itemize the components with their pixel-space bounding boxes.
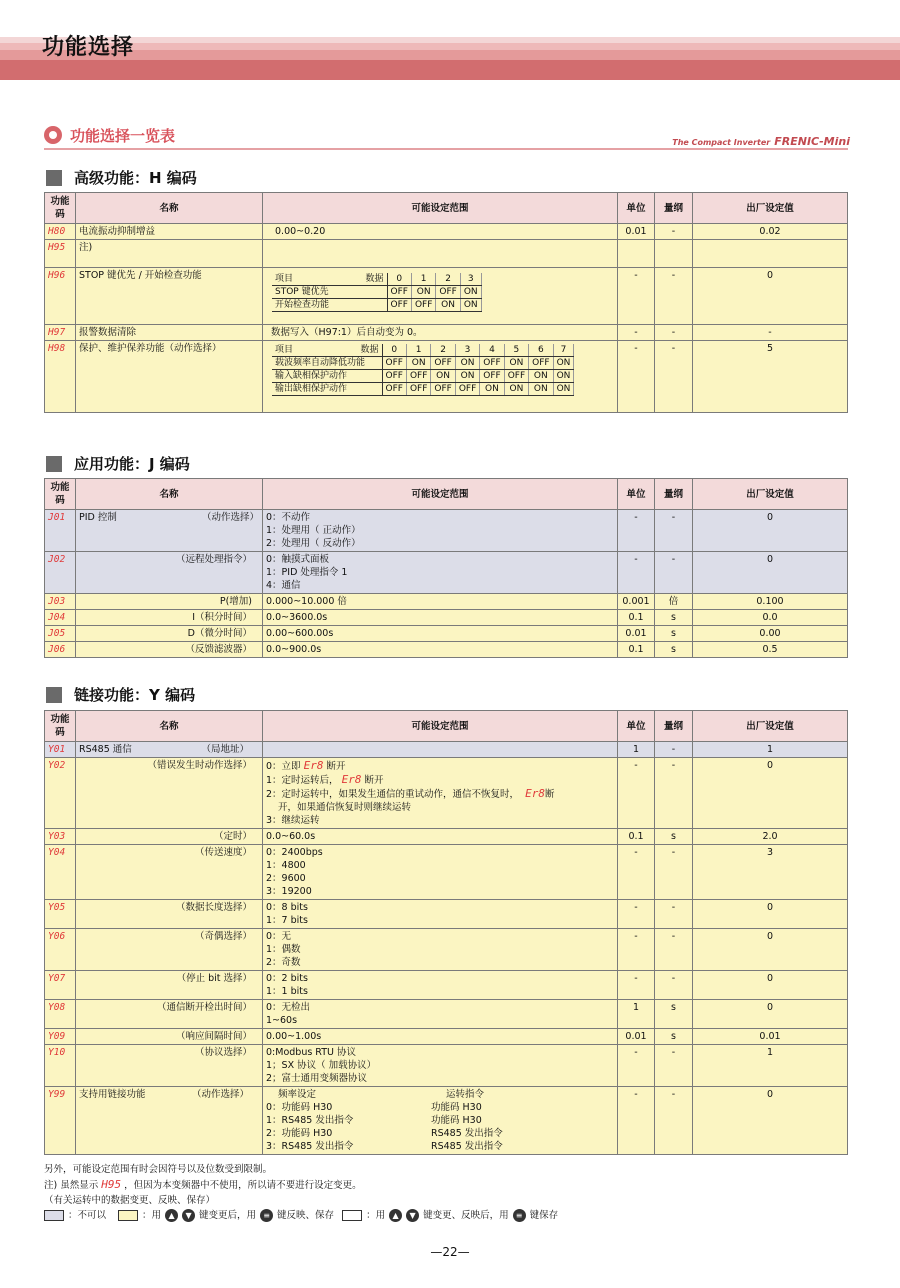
table-j: 功能码 名称 可能设定范围 单位 量纲 出厂设定值 J01 PID 控制 （动作选择） 0：不动作 1：处理用（ 正动作） 2：处理用（ 反动作） - - 0 J02 （远程处理指令） 0：触摸式面板 1：PID 处理指令 1 4：通信 - - 0 J03 P(增加) 0.000~10.000 倍 0.001 倍 0.100 J04 I（积分时间） 0.0~3600.0s 0.1 s 0.0 J05 D（微分时间） 0.00~600.00s 0.01 s 0.00 J06 （反馈滤波器） 0.0~900.0s 0.1 s 0.5 — [44, 478, 848, 658]
col-range: 可能设定范围 — [263, 193, 618, 224]
table-row: Y10 （协议选择） 0:Modbus RTU 协议 1；SX 协议（ 加载协议） 2；富士通用变频器协议 - - 1 — [45, 1045, 848, 1087]
table-row: Y04 （传送速度） 0：2400bps 1：4800 2：9600 3：19200 - - 3 — [45, 845, 848, 900]
table-row: Y08 （通信断开检出时间） 0：无检出 1~60s 1 s 0 — [45, 1000, 848, 1029]
square-icon — [46, 456, 62, 472]
er8-code: Er8 — [303, 759, 324, 772]
table-row: Y01 RS485 通信 （局地址） 1 - 1 — [45, 742, 848, 758]
table-row: Y03 （定时） 0.0~60.0s 0.1 s 2.0 — [45, 829, 848, 845]
func-data-key-icon: ≡ — [260, 1209, 273, 1222]
square-icon — [46, 170, 62, 186]
table-row: Y06 （奇偶选择） 0：无 1：偶数 2：奇数 - - 0 — [45, 929, 848, 971]
table-row: H98 保护、维护保养功能（动作选择） 项目 数据 0 1 2 3 4 5 6 7 载波频率自动降低功能 OFF ON OFF ON OFF ON OFF ON 输入缺相保护动作 OFF OFF ON ON OFF OFF ON ON 输出缺相保护动作 OFF OFF OFF OFF ON ON ON ON - - 5 — [45, 341, 848, 413]
table-h — [44, 192, 848, 413]
table-row: H97 报警数据清除 数据写入（H97:1）后自动变为 0。 - - - — [45, 325, 848, 341]
divider — [44, 148, 848, 150]
table-row: Y99 支持用链接功能 （动作选择） 频率设定 运转指令 0：功能码 H30 功能码 H30 1：RS485 发出指令 功能码 H30 2：功能码 H30 RS485 发出指令 3：RS485 发出指令 RS485 发出指令 - - 0 — [45, 1087, 848, 1155]
brand-logo: The Compact Inverter FRENIC-Mini — [672, 135, 850, 148]
table-row: H80 电流振动抑制增益 0.00~0.20 0.01 - 0.02 — [45, 224, 848, 240]
table-row: H95 注) — [45, 240, 848, 268]
col-default: 出厂设定值 — [693, 193, 848, 224]
subtitle-text: 功能选择一览表 — [70, 126, 176, 145]
table-row: J01 PID 控制 （动作选择） 0：不动作 1：处理用（ 正动作） 2：处理用（ 反动作） - - 0 — [45, 510, 848, 552]
table-row: Y07 （停止 bit 选择） 0：2 bits 1：1 bits - - 0 — [45, 971, 848, 1000]
table-row: J03 P(增加) 0.000~10.000 倍 0.001 倍 0.100 — [45, 594, 848, 610]
table-row: H96 STOP 键优先 / 开始检查功能 项目 数据 0 1 2 3 STOP 键优先 OFF ON OFF ON 开始检查功能 OFF OFF ON ON - - 0 — [45, 268, 848, 325]
legend-white-box — [342, 1210, 362, 1221]
footnotes: 另外，可能设定范围有时会因符号以及位数受到限制。 注) 虽然显示 H95 ，但因为本变频器中不使用，所以请不要进行设定变更。 （有关运转中的数据变更、反映、保存） ：不可以 ：用 ▲ ▼ 键变更后，用 ≡ 键反映、保存 ：用 ▲ ▼ 键变更、反映后，用 ≡ 键保存 — [44, 1164, 559, 1221]
table-row: Y05 （数据长度选择） 0：8 bits 1：7 bits - - 0 — [45, 900, 848, 929]
square-icon — [46, 687, 62, 703]
legend-gray-box — [44, 1210, 64, 1221]
table-row: J06 （反馈滤波器） 0.0~900.0s 0.1 s 0.5 — [45, 642, 848, 658]
page-title: 功能选择 — [42, 35, 135, 60]
up-key-icon: ▲ — [389, 1209, 402, 1222]
section-h-heading — [46, 167, 197, 188]
bullet-icon — [44, 126, 62, 144]
legend-yellow-box — [118, 1210, 138, 1221]
table-row: J02 （远程处理指令） 0：触摸式面板 1：PID 处理指令 1 4：通信 - - 0 — [45, 552, 848, 594]
table-row: J04 I（积分时间） 0.0~3600.0s 0.1 s 0.0 — [45, 610, 848, 626]
section-y-title: 链接功能：Y 编码 — [74, 686, 196, 704]
down-key-icon: ▼ — [406, 1209, 419, 1222]
col-unit: 单位 — [618, 193, 655, 224]
h96-subtable: 项目 数据 0 1 2 3 STOP 键优先 OFF ON OFF ON 开始检查功能 OFF OFF ON ON — [272, 273, 482, 312]
section-h-title: 高级功能：H 编码 — [74, 169, 197, 187]
col-name: 名称 — [76, 193, 263, 224]
page-number: —22— — [430, 1245, 470, 1259]
col-code: 功能码 — [45, 193, 76, 224]
col-dim: 量纲 — [655, 193, 693, 224]
table-row: Y09 （响应间隔时间） 0.00~1.00s 0.01 s 0.01 — [45, 1029, 848, 1045]
h98-subtable: 项目 数据 0 1 2 3 4 5 6 7 载波频率自动降低功能 OFF ON OFF ON OFF ON OFF ON 输入缺相保护动作 OFF OFF ON ON OFF OFF ON ON 输出缺相保护动作 OFF OFF OFF OFF ON ON ON ON — [272, 344, 574, 396]
section-j-title: 应用功能：J 编码 — [74, 455, 190, 473]
func-data-key-icon: ≡ — [513, 1209, 526, 1222]
down-key-icon: ▼ — [182, 1209, 195, 1222]
section-y-heading — [46, 684, 195, 705]
header-banner — [0, 0, 900, 82]
table-y: 功能码 名称 可能设定范围 单位 量纲 出厂设定值 Y01 RS485 通信 （局地址） 1 - 1 Y02 （错误发生时动作选择） 0：立即 Er8 断开 1：定时运转后， Er8 断开 2：定时运转中，如果发生通信的重试动作，通信不恢复时， Er8断 开，如果通信恢复时则继续运转 3：继续运转 - - 0 Y03 （定时） 0.0~60.0s 0.1 s 2.0 Y04 （传送速度） 0：2400bps 1：4800 2：9600 3：19200 - - 3 Y05 （数据长度选择） 0：8 bits 1：7 bits - - 0 Y06 （奇偶选择） 0：无 1：偶数 2：奇数 - - 0 Y07 （停止 bit 选择） 0：2 bits 1：1 bits - - 0 Y08 （通信断开检出时间） 0：无检出 1~60s 1 s 0 Y09 （响应间隔时间） 0.00~1.00s 0.01 s 0.01 Y10 （协议选择） 0:Modbus RTU 协议 1；SX 协议（ 加载协议） 2；富士通用变频器协议 - - 1 Y99 支持用链接功能 （动作选择） 频率设定 运转指令 0：功能码 H30 功能码 H30 1：RS485 发出指令 功能码 H30 2：功能码 H30 RS485 发出指令 3：RS485 发出指令 RS485 发出指令 - - 0 — [44, 710, 848, 1155]
section-subtitle — [44, 124, 175, 146]
legend: ：不可以 ：用 ▲ ▼ 键变更后，用 ≡ 键反映、保存 ：用 ▲ ▼ 键变更、反映后，用 ≡ 键保存 — [44, 1208, 558, 1223]
up-key-icon: ▲ — [165, 1209, 178, 1222]
section-j-heading — [46, 453, 190, 474]
table-row: Y02 （错误发生时动作选择） 0：立即 Er8 断开 1：定时运转后， Er8 断开 2：定时运转中，如果发生通信的重试动作，通信不恢复时， Er8断 开，如果通信恢复时则继续运转 3：继续运转 - - 0 — [45, 758, 848, 829]
table-row: J05 D（微分时间） 0.00~600.00s 0.01 s 0.00 — [45, 626, 848, 642]
